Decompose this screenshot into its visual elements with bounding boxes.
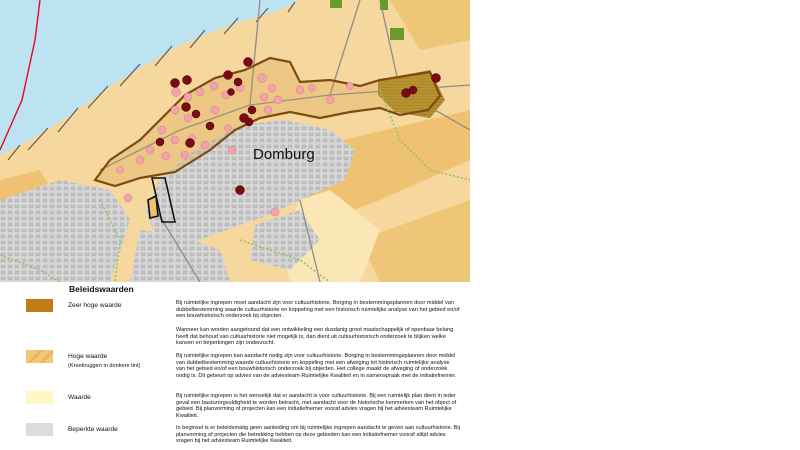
category-description: In beginsel is er beleidsmatig geen aanleiding om bij ruimtelijke ingrepen aandacht te geven aan cultuurhistorie. Bij planvorming of projecten die betrekking hebben op deze gebieden kan een initiatiefnemer vooraf altijd advies vragen bij het adviesteam Ruimtelijke Kwaliteit. — [176, 425, 460, 445]
category-sublabel-hoge-waarde: (Kreekruggen in donkere tint) — [68, 363, 141, 369]
category-label-zeer-hoge-waarde: Zeer hoge waarde — [68, 302, 122, 309]
category-description: Wanneer kan worden aangetoond dat een ontwikkeling een dusdanig groot maatschappelijk of openbaar belang heeft dat behoud van cultuurhistorie niet mogelijk is, dan dient uit cultuurhistorisch onderzoek te blijken welke kansen en beperkingen zijn onderzocht. — [176, 327, 454, 347]
swatch-zeer-hoge-waarde — [26, 299, 53, 312]
category-description: Bij ruimtelijke ingrepen is het wenselijk dat er aandacht is voor cultuurhistorie. Bij een ruimtelijk plan dient in ieder geval een basiszorgvuldigheid te worden betracht, met aandacht voor de historische kenmerken van het object of gebied. Bij planvorming of projecten kan een initiatiefnemer vooraf advies vragen bij het adviesteam Ruimtelijke Kwaliteit. — [176, 393, 457, 420]
category-label-hoge-waarde: Hoge waarde — [68, 353, 108, 360]
swatch-hoge-waarde — [26, 350, 53, 363]
category-label-beperkte-waarde: Beperkte waarde — [68, 426, 118, 433]
category-description: Bij ruimtelijke ingrepen moet aandacht zijn voor cultuurhistorie. Borging in bestemmingsplannen door middel van dubbelbestemming waarde cultuurhistorie en koppeling met een historisch ruimtelijke analyse van het gebied en/of een bouwhistorisch onderzoek bij objecten. — [176, 300, 460, 320]
category-description: Bij ruimtelijke ingrepen kan aandacht nodig zijn voor cultuurhistorie. Borging in bestemmingsplannen door middel van dubbelbestemming waarde cultuurhistorie en koppeling met een afweging tot historisch ruimtelijke analyse van het gebied en/of een bouwhistorisch onderzoek bij objecten. Het college maakt de afweging of onderzoek nodig is. Dit gebeurt op advies van de adviesteam Ruimtelijke Kwaliteit en in samenspraak met de initiatiefnemer. — [176, 353, 457, 380]
place-label-domburg: Domburg — [253, 146, 315, 163]
map-canvas[interactable] — [0, 0, 470, 282]
legend — [0, 282, 470, 450]
category-label-waarde: Waarde — [68, 394, 91, 401]
swatch-waarde — [26, 391, 53, 404]
legend-title: Beleidswaarden — [69, 284, 134, 294]
map-svg[interactable] — [0, 0, 470, 282]
swatch-beperkte-waarde — [26, 423, 53, 436]
